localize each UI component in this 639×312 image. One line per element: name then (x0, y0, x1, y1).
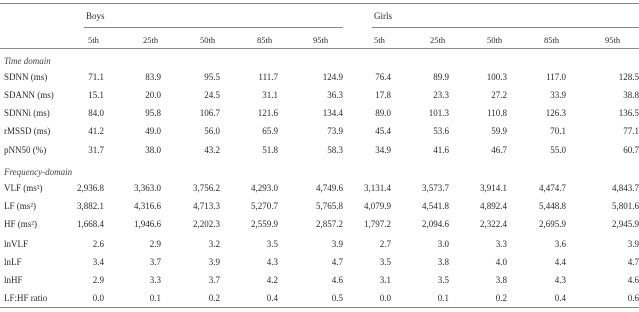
table-cell: 3.7 (149, 257, 161, 267)
table-cell: 71.1 (88, 72, 104, 82)
table-cell: 3.9 (331, 239, 343, 249)
table-cell: 3,363.0 (134, 183, 161, 193)
row-label: lnLF (4, 257, 22, 267)
table-cell: 3.9 (208, 257, 220, 267)
table-cell: 77.1 (623, 126, 639, 136)
table-cell: 4,316.6 (134, 201, 161, 211)
table-cell: 84.0 (88, 108, 104, 118)
table-cell: 4.3 (554, 275, 566, 285)
table-cell: 2,945.9 (612, 219, 639, 229)
table-cell: 101.3 (428, 108, 449, 118)
table-cell: 0.0 (92, 293, 104, 303)
table-cell: 56.0 (204, 126, 220, 136)
table-cell: 3.3 (495, 239, 507, 249)
table-cell: 4.0 (495, 257, 507, 267)
table-cell: 53.6 (433, 126, 449, 136)
table-cell: 126.3 (545, 108, 566, 118)
table-cell: 0.4 (266, 293, 278, 303)
table-cell: 2,202.3 (193, 219, 220, 229)
table-cell: 2,559.9 (251, 219, 278, 229)
table-cell: 31.1 (262, 90, 278, 100)
row-label: pNN50 (%) (4, 145, 47, 155)
table-cell: 2,322.4 (480, 219, 507, 229)
table-cell: 124.9 (322, 72, 343, 82)
header-bottom-rule (0, 48, 639, 49)
table-cell: 4,892.4 (480, 201, 507, 211)
table-cell: 1,797.2 (364, 219, 391, 229)
table-cell: 4,749.6 (316, 183, 343, 193)
table-cell: 4,293.0 (251, 183, 278, 193)
table-cell: 3.1 (379, 275, 391, 285)
row-label: lnHF (4, 275, 23, 285)
table-cell: 5,765.8 (316, 201, 343, 211)
group-header-boys: Boys (86, 11, 105, 21)
table-cell: 4.2 (266, 275, 278, 285)
row-label: SDANN (ms) (4, 90, 54, 100)
percentile-header: 85th (544, 35, 560, 45)
table-cell: 3,573.7 (422, 183, 449, 193)
row-label: SDNN (ms) (4, 72, 48, 82)
percentile-header: 5th (88, 35, 99, 45)
table-cell: 95.5 (204, 72, 220, 82)
table-cell: 4,079.9 (364, 201, 391, 211)
table-cell: 110.8 (487, 108, 507, 118)
table-cell: 4.4 (554, 257, 566, 267)
table-cell: 27.2 (491, 90, 507, 100)
percentile-header: 25th (430, 35, 446, 45)
table-cell: 73.9 (327, 126, 343, 136)
percentile-header: 50th (487, 35, 503, 45)
table-cell: 4,541.8 (422, 201, 449, 211)
table-cell: 45.4 (375, 126, 391, 136)
percentile-header: 95th (313, 35, 329, 45)
table-cell: 89.9 (433, 72, 449, 82)
row-label: VLF (ms²) (4, 183, 43, 193)
table-cell: 33.9 (550, 90, 566, 100)
table-cell: 0.5 (331, 293, 343, 303)
table-cell: 51.8 (262, 145, 278, 155)
row-label: rMSSD (ms) (4, 126, 51, 136)
table-cell: 59.9 (491, 126, 507, 136)
table-cell: 76.4 (375, 72, 391, 82)
table-cell: 136.5 (618, 108, 639, 118)
table-cell: 3,131.4 (364, 183, 391, 193)
table-cell: 117.0 (546, 72, 566, 82)
percentile-header: 85th (257, 35, 273, 45)
row-label: LF (ms²) (4, 201, 36, 211)
percentile-header: 5th (374, 35, 385, 45)
row-label: lnVLF (4, 239, 29, 249)
table-cell: 41.2 (88, 126, 104, 136)
table-cell: 0.4 (554, 293, 566, 303)
table-cell: 3,914.1 (480, 183, 507, 193)
table-cell: 36.3 (327, 90, 343, 100)
table-cell: 2.6 (92, 239, 104, 249)
table-cell: 134.4 (322, 108, 343, 118)
table-cell: 15.1 (88, 90, 104, 100)
table-cell: 49.0 (145, 126, 161, 136)
table-cell: 100.3 (486, 72, 507, 82)
table-cell: 3.5 (379, 257, 391, 267)
section-header-time-domain: Time domain (4, 56, 51, 66)
table-cell: 55.0 (550, 145, 566, 155)
percentile-header: 25th (143, 35, 159, 45)
boys-group-rule (84, 27, 343, 28)
table-cell: 3,882.1 (77, 201, 104, 211)
percentile-header: 95th (605, 35, 621, 45)
table-cell: 58.3 (327, 145, 343, 155)
table-cell: 2,936.8 (77, 183, 104, 193)
table-cell: 38.0 (145, 145, 161, 155)
table-cell: 0.1 (437, 293, 449, 303)
table-cell: 121.6 (257, 108, 278, 118)
table-cell: 5,801.6 (612, 201, 639, 211)
table-cell: 41.6 (433, 145, 449, 155)
table-cell: 2,857.2 (316, 219, 343, 229)
table-cell: 4.7 (331, 257, 343, 267)
table-cell: 4,843.7 (612, 183, 639, 193)
table-cell: 34.9 (375, 145, 391, 155)
table-cell: 106.7 (199, 108, 220, 118)
table-cell: 4,474.7 (539, 183, 566, 193)
table-cell: 4.6 (627, 275, 639, 285)
table-cell: 5,270.7 (251, 201, 278, 211)
table-cell: 4,713.3 (193, 201, 220, 211)
table-cell: 95.8 (145, 108, 161, 118)
table-cell: 31.7 (88, 145, 104, 155)
table-cell: 46.7 (491, 145, 507, 155)
table-cell: 0.1 (149, 293, 161, 303)
table-cell: 2,695.9 (539, 219, 566, 229)
table-bottom-rule (0, 307, 639, 308)
table-cell: 89.0 (375, 108, 391, 118)
table-cell: 3.8 (495, 275, 507, 285)
table-cell: 3.3 (149, 275, 161, 285)
group-header-girls: Girls (374, 11, 392, 21)
row-label: LF:HF ratio (4, 293, 48, 303)
table-cell: 65.9 (262, 126, 278, 136)
table-cell: 38.8 (623, 90, 639, 100)
table-cell: 3.0 (437, 239, 449, 249)
table-cell: 3.2 (208, 239, 220, 249)
table-cell: 5,448.8 (539, 201, 566, 211)
table-cell: 70.1 (550, 126, 566, 136)
table-cell: 20.0 (145, 90, 161, 100)
table-cell: 2.7 (379, 239, 391, 249)
table-cell: 0.2 (208, 293, 220, 303)
table-cell: 3.5 (266, 239, 278, 249)
girls-group-rule (372, 27, 639, 28)
table-cell: 3.4 (92, 257, 104, 267)
table-cell: 3.7 (208, 275, 220, 285)
table-cell: 23.3 (433, 90, 449, 100)
percentile-header: 50th (200, 35, 216, 45)
table-cell: 0.2 (495, 293, 507, 303)
table-cell: 111.7 (258, 72, 278, 82)
table-cell: 128.5 (618, 72, 639, 82)
row-label: HF (ms²) (4, 219, 37, 229)
table-cell: 60.7 (623, 145, 639, 155)
table-cell: 4.6 (331, 275, 343, 285)
table-cell: 3,756.2 (193, 183, 220, 193)
table-cell: 0.0 (379, 293, 391, 303)
table-cell: 83.9 (145, 72, 161, 82)
table-cell: 4.7 (627, 257, 639, 267)
table-cell: 43.2 (204, 145, 220, 155)
table-cell: 17.8 (375, 90, 391, 100)
table-cell: 4.3 (266, 257, 278, 267)
table-cell: 24.5 (204, 90, 220, 100)
table-cell: 1,668.4 (77, 219, 104, 229)
table-cell: 3.5 (437, 275, 449, 285)
table-top-rule (0, 3, 639, 4)
table-cell: 0.6 (627, 293, 639, 303)
table-cell: 2,094.6 (422, 219, 449, 229)
table-cell: 2.9 (92, 275, 104, 285)
section-header-frequency-domain: Frequency-domain (4, 167, 73, 177)
table-cell: 3.8 (437, 257, 449, 267)
table-cell: 3.9 (627, 239, 639, 249)
table-cell: 1,946.6 (134, 219, 161, 229)
table-cell: 3.6 (554, 239, 566, 249)
row-label: SDNNi (ms) (4, 108, 50, 118)
table-cell: 2.9 (149, 239, 161, 249)
